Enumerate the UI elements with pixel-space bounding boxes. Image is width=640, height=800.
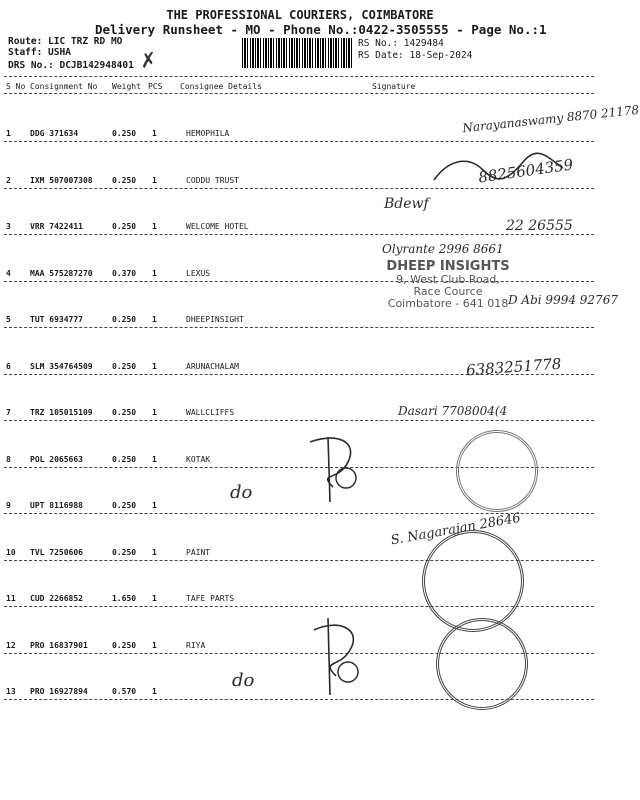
- cell-consignment: IXM 507007308: [30, 175, 93, 185]
- signature-row-9: do: [230, 482, 253, 503]
- cell-pcs: 1: [152, 361, 157, 371]
- cell-pcs: 1: [152, 640, 157, 650]
- cell-pcs: 1: [152, 547, 157, 557]
- cell-weight: 0.250: [112, 361, 137, 371]
- bank-seal: [456, 430, 538, 512]
- cell-pcs: 1: [152, 175, 157, 185]
- cell-sno: 6: [6, 361, 11, 371]
- cell-consignment: PRO 16837901: [30, 640, 88, 650]
- barcode: [242, 38, 352, 68]
- rs-date: RS Date: 18-Sep-2024: [358, 50, 473, 61]
- company-stamp: [368, 260, 528, 311]
- cell-consignee: ARUNACHALAM: [186, 361, 239, 371]
- signature-row-5: D Abi 9994 92767: [508, 293, 618, 307]
- header-rule-top: [4, 76, 594, 77]
- row-divider: [4, 141, 594, 142]
- row-divider: [4, 420, 594, 421]
- col-signature: Signature: [372, 82, 416, 91]
- cell-weight: 0.250: [112, 640, 137, 650]
- signature-row-13: do: [232, 670, 255, 691]
- runsheet-subtitle: Delivery Runsheet - MO - Phone No.:0422-3505555 - Page No.:1: [95, 22, 547, 37]
- cell-sno: 5: [6, 315, 11, 324]
- cell-weight: 0.250: [112, 408, 137, 417]
- col-consignment: Consignment No: [30, 82, 98, 91]
- signature-scribble-row-2: [428, 150, 568, 190]
- cell-pcs: 1: [152, 594, 157, 603]
- cell-sno: 8: [6, 454, 11, 464]
- cell-consignment: CUD 2266852: [30, 594, 83, 603]
- signature-row-2: 8825604359: [477, 155, 575, 187]
- signature-row-1: Narayanaswamy 8870 21178: [461, 102, 640, 136]
- signature-row-6: 6383251778: [465, 354, 562, 380]
- cell-weight: 0.250: [112, 501, 137, 510]
- signature-row-7: Dasari 7708004(4: [398, 404, 508, 418]
- stamp-line-3: Coimbatore - 641 018: [387, 297, 509, 311]
- col-sno: S No: [6, 82, 26, 91]
- cell-consignment: MAA 575287270: [30, 268, 93, 278]
- stamp-line-2: Race Cource: [413, 285, 483, 299]
- cell-pcs: 1: [152, 454, 157, 464]
- staff-label: Staff: USHA: [8, 47, 71, 58]
- round-seal: [436, 618, 528, 710]
- signature-row-4: Olyrante 2996 8661: [382, 242, 504, 256]
- cell-consignee: RIYA: [186, 640, 206, 650]
- cell-consignment: TUT 6934777: [30, 315, 83, 324]
- cell-sno: 11: [6, 594, 16, 603]
- cell-weight: 0.570: [112, 687, 137, 696]
- cell-consignment: DDG 371634: [30, 129, 79, 138]
- cell-weight: 0.370: [112, 268, 137, 278]
- cell-weight: 0.250: [112, 454, 137, 464]
- cell-pcs: 1: [152, 687, 157, 696]
- col-pcs: PCS: [148, 82, 163, 91]
- signature-row-3-phone: 22 26555: [506, 218, 573, 234]
- handwritten-x-mark: ✗: [138, 46, 159, 74]
- rs-number: RS No.: 1429484: [358, 38, 444, 49]
- route-label: Route: LIC TRZ RD MO: [8, 36, 123, 47]
- cell-consignee: WELCOME HOTEL: [186, 222, 249, 231]
- runsheet-title: THE PROFESSIONAL COURIERS, COIMBATORE: [166, 8, 434, 22]
- col-weight: Weight: [112, 82, 141, 91]
- cell-pcs: 1: [152, 315, 157, 324]
- header-rule-bottom: [4, 93, 594, 94]
- cell-weight: 0.250: [112, 129, 137, 138]
- tafe-seal: [422, 530, 524, 632]
- cell-sno: 7: [6, 408, 11, 417]
- cell-pcs: 1: [152, 222, 157, 231]
- cell-pcs: 1: [152, 129, 157, 138]
- signature-scribble-row-12: [300, 610, 370, 700]
- stamp-name: DHEEP INSIGHTS: [386, 259, 510, 274]
- stamp-line-1: 9, West Club Road,: [396, 273, 500, 287]
- signature-row-10: S. Nagarajan 28646: [389, 510, 522, 549]
- cell-weight: 0.250: [112, 222, 137, 231]
- cell-pcs: 1: [152, 268, 157, 278]
- cell-sno: 3: [6, 222, 11, 231]
- cell-sno: 13: [6, 687, 16, 696]
- cell-consignment: UPT 8116988: [30, 501, 83, 510]
- cell-consignment: SLM 354764509: [30, 361, 93, 371]
- cell-consignment: TVL 7250606: [30, 547, 83, 557]
- cell-sno: 10: [6, 547, 16, 557]
- cell-consignee: WALLCLIFFS: [186, 408, 235, 417]
- cell-consignment: PRO 16927894: [30, 687, 88, 696]
- cell-consignment: TRZ 105015109: [30, 408, 93, 417]
- cell-consignee: LEXUS: [186, 268, 211, 278]
- cell-consignment: POL 2065663: [30, 454, 83, 464]
- cell-sno: 4: [6, 268, 11, 278]
- col-consignee: Consignee Details: [180, 82, 262, 91]
- row-divider: [4, 234, 594, 235]
- cell-consignee: TAFE PARTS: [186, 594, 235, 603]
- cell-sno: 2: [6, 175, 11, 185]
- cell-sno: 1: [6, 129, 11, 138]
- drs-number: DRS No.: DCJB142948401: [8, 60, 134, 71]
- cell-consignee: KOTAK: [186, 454, 211, 464]
- cell-consignee: PAINT: [186, 547, 211, 557]
- cell-consignee: HEMOPHILA: [186, 129, 230, 138]
- cell-weight: 1.650: [112, 594, 137, 603]
- cell-sno: 12: [6, 640, 16, 650]
- cell-pcs: 1: [152, 501, 157, 510]
- cell-weight: 0.250: [112, 315, 137, 324]
- signature-row-3-name: Bdewf: [384, 196, 429, 212]
- cell-consignment: VRR 7422411: [30, 222, 83, 231]
- cell-consignee: CODDU TRUST: [186, 175, 239, 185]
- signature-scribble-row-8: [298, 432, 368, 512]
- cell-consignee: DHEEPINSIGHT: [186, 315, 244, 324]
- cell-weight: 0.250: [112, 547, 137, 557]
- cell-pcs: 1: [152, 408, 157, 417]
- row-divider: [4, 327, 594, 328]
- cell-sno: 9: [6, 501, 11, 510]
- cell-weight: 0.250: [112, 175, 137, 185]
